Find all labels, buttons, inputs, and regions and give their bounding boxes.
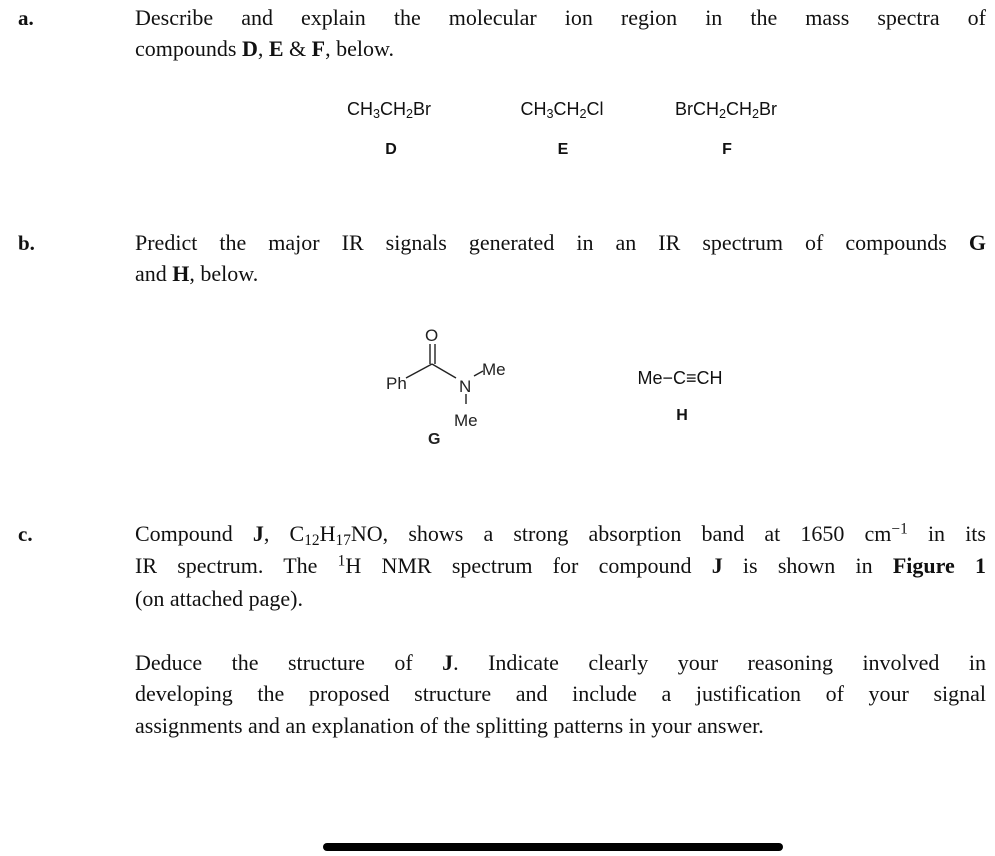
question-c-line-3: (on attached page). [135,586,303,611]
question-b-line-2 [135,260,986,288]
formula-e: $CH_3CH_2Cl$ [520,99,604,122]
oxygen-atom: O [425,326,439,345]
compound-ref-f: F [311,36,326,61]
question-label-a: a. [18,6,34,30]
structure-g [370,320,540,450]
compound-label-e: E [557,141,569,158]
text: & [283,36,312,61]
question-b-line-1 [135,229,986,257]
compound-ref-j: J [442,650,454,675]
question-label-b: b. [18,231,35,255]
question-c-line-2: IR spectrum. The $^1$H NMR spectrum for compound J is shown in Figure 1 [135,552,986,578]
compound-ref-g: G [968,230,986,255]
question-c-para2-line-1: Deduce the structure of J. Indicate clearly your reasoning involved in [135,650,986,675]
ph-group: Ph [386,374,407,393]
formula-h: Me−C≡CH [637,368,723,388]
compound-ref-e: E [268,36,284,61]
formula-d: $CH_3CH_2Br$ [346,99,432,122]
question-c-para2-line-3: assignments and an explanation of the splitting patterns in your answer. [135,713,764,738]
compound-ref-j: J [252,521,264,546]
text: compounds [135,36,242,61]
formula-f: $BrCH_2CH_2Br$ [674,99,778,122]
compound-label-f: F [722,141,732,158]
question-c-para2-line-2: developing the proposed structure and include a justification of your signal [135,681,986,706]
text: and [135,261,173,286]
compound-label-g: G [428,431,441,448]
question-c-line-1: Compound J, $C_{12}H_{17}NO$, shows a strong absorption band at 1650 $cm^{-1}$ in its [135,520,986,549]
text: , [257,36,269,61]
compound-label-h: H [676,407,688,424]
question-a-line-1: Describe and explain the molecular ion region in the mass spectra of [135,5,986,30]
methyl-group: Me [482,360,506,379]
methyl-group: Me [454,411,478,430]
text: Predict the major IR signals generated in an IR spectrum of compounds [135,230,969,255]
text: , below. [189,261,259,286]
figure-ref: Figure 1 [892,553,986,578]
compound-ref-h: H [172,261,190,286]
question-a-line-2 [135,35,986,63]
text: , below. [325,36,394,61]
home-indicator-bar[interactable] [323,843,783,851]
compound-ref-d: D [241,36,258,61]
compound-ref-j: J [711,553,723,578]
compound-label-d: D [385,141,397,158]
nitrogen-atom: N [459,377,472,396]
question-label-c: c. [18,522,33,546]
